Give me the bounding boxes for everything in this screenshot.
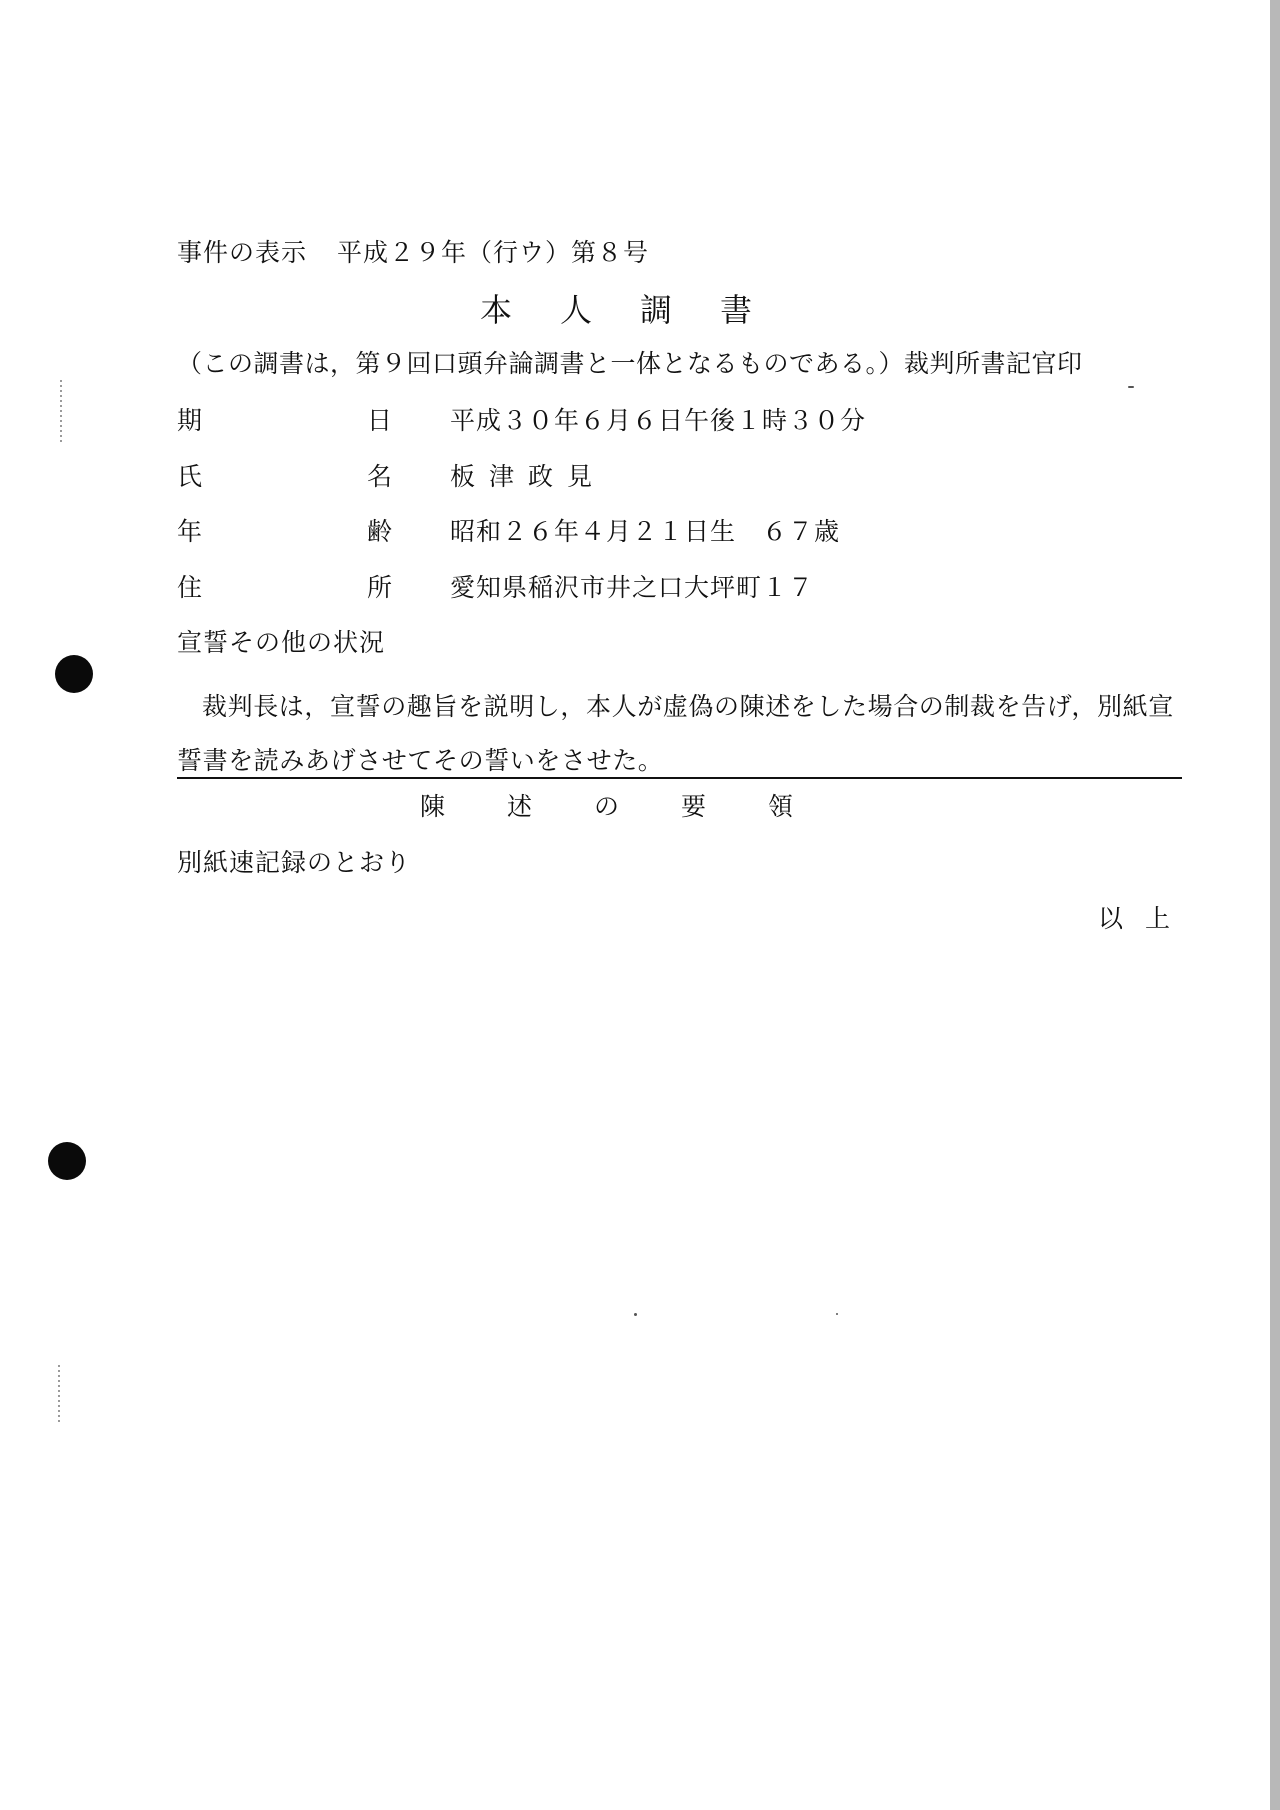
field-value-age: 昭和２６年４月２１日生 ６７歳 [450, 517, 841, 546]
oath-paragraph: 裁判長は，宣誓の趣旨を説明し，本人が虚偽の陳述をした場合の制裁を告げ，別紙宣誓書を読みあげさせてその誓いをさせた。 [177, 692, 1174, 775]
field-label-char-2: 所 [367, 573, 393, 602]
case-display [177, 236, 649, 270]
closing-mark: 以上 [1098, 904, 1193, 933]
field-label-char-1: 氏 [177, 462, 203, 491]
field-value-date: 平成３０年６月６日午後１時３０分 [450, 406, 867, 435]
field-label-char-2: 名 [367, 462, 393, 491]
section-divider [177, 777, 1182, 779]
summary-body: 別紙速記録のとおり [177, 848, 412, 877]
scan-speck [634, 1313, 637, 1316]
oath-heading: 宣誓その他の状況 [177, 628, 386, 657]
field-value-name: 板津政見 [450, 462, 607, 491]
scan-speck [836, 1313, 838, 1315]
case-number: 平成２９年（行ウ）第８号 [337, 238, 650, 267]
punch-hole-upper [55, 655, 93, 693]
scan-artifact [60, 380, 62, 442]
field-label-char-1: 期 [177, 406, 203, 435]
field-label-char-1: 住 [177, 573, 203, 602]
punch-hole-lower [48, 1142, 86, 1180]
scan-artifact [58, 1365, 60, 1425]
case-label: 事件の表示 [177, 238, 308, 267]
page-edge-shadow [1270, 0, 1280, 1810]
document-title: 本人調書 [480, 291, 801, 329]
summary-heading: 陳述の要領 [420, 792, 856, 821]
scan-speck [1128, 386, 1134, 388]
field-label-char-2: 齢 [367, 517, 393, 546]
record-note: （この調書は，第９回口頭弁論調書と一体となるものである。）裁判所書記官印 [177, 349, 1083, 378]
field-label-char-1: 年 [177, 517, 203, 546]
field-label-char-2: 日 [367, 406, 393, 435]
field-value-address: 愛知県稲沢市井之口大坪町１７ [450, 573, 815, 602]
